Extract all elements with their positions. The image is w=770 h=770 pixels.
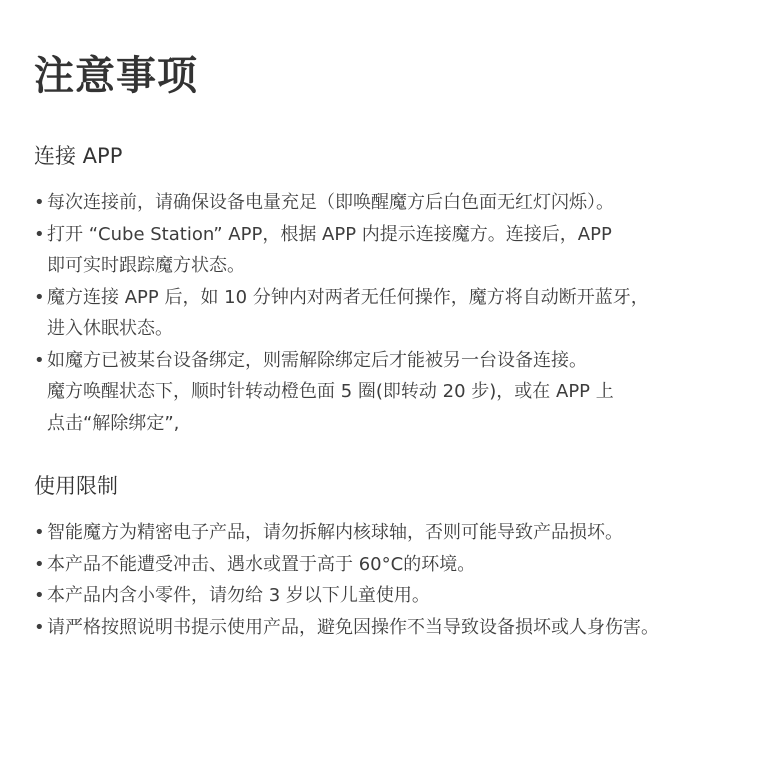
item-text-line: 进入休眠状态。	[47, 318, 173, 339]
bullet-icon: •	[34, 192, 45, 213]
item-text-line: 本产品内含小零件，请勿给 3 岁以下儿童使用。	[47, 585, 430, 606]
list-item	[34, 282, 750, 345]
item-text-line: 智能魔方为精密电子产品，请勿拆解内核球轴，否则可能导致产品损坏。	[47, 522, 623, 543]
connect-app-list	[34, 187, 750, 439]
item-text-line: 点击“解除绑定”,	[47, 412, 180, 434]
list-item	[34, 580, 750, 612]
list-item	[34, 549, 750, 581]
section-heading-connect-app: 连接 APP	[34, 144, 123, 168]
item-text-line: 魔方连接 APP 后，如 10 分钟内对两者无任何操作，魔方将自动断开蓝牙，	[47, 286, 649, 308]
list-item	[34, 187, 750, 219]
item-text-line: 本产品不能遭受冲击、遇水或置于高于 60°C的环境。	[47, 553, 476, 575]
section-connect-app	[34, 142, 750, 439]
bullet-icon: •	[34, 286, 45, 308]
bullet-icon: •	[34, 553, 45, 575]
section-usage-limits	[34, 472, 750, 643]
bullet-icon: •	[34, 585, 45, 606]
item-text-line: 打开 “Cube Station” APP，根据 APP 内提示连接魔方。连接后，APP	[47, 223, 612, 245]
item-text-line: 如魔方已被某台设备绑定，则需解除绑定后才能被另一台设备连接。	[47, 349, 587, 371]
page-title: 注意事项	[34, 53, 198, 99]
bullet-icon: •	[34, 223, 45, 245]
usage-limits-list	[34, 517, 750, 643]
list-item	[34, 219, 750, 282]
list-item	[34, 517, 750, 549]
bullet-icon: •	[34, 616, 45, 638]
bullet-icon: •	[34, 522, 45, 543]
bullet-icon: •	[34, 349, 45, 371]
section-heading-usage-limits: 使用限制	[34, 474, 118, 498]
list-item	[34, 345, 750, 440]
item-text-line: 每次连接前，请确保设备电量充足（即唤醒魔方后白色面无红灯闪烁）。	[47, 192, 614, 213]
item-text-line: 魔方唤醒状态下，顺时针转动橙色面 5 圈(即转动 20 步)，或在 APP 上	[47, 381, 614, 402]
item-text-line: 即可实时跟踪魔方状态。	[47, 255, 245, 276]
item-text-line: 请严格按照说明书提示使用产品，避免因操作不当导致设备损坏或人身伤害。	[47, 616, 659, 638]
list-item	[34, 612, 750, 644]
